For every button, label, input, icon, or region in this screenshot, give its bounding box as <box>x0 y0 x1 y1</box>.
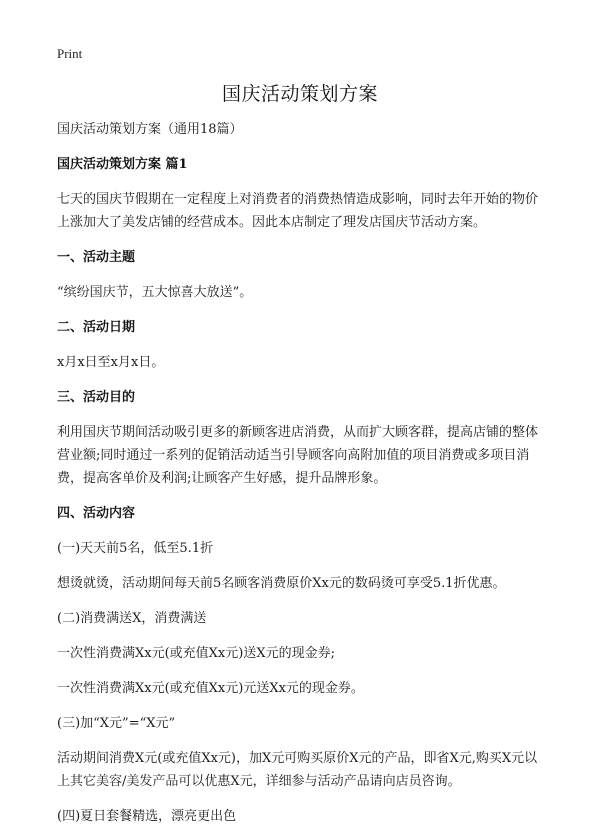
body-paragraph: 国庆活动策划方案（通用18篇） <box>57 122 243 137</box>
section-heading: 三、活动目的 <box>57 390 136 405</box>
body-paragraph: “缤纷国庆节，五大惊喜大放送”。 <box>57 285 253 300</box>
body-paragraph: 活动期间消费X元(或充值Xx元)，加X元可购买原价X元的产品，即省X元,购买X元以上其它美容/美发产品可以优惠X元，详细参与活动产品请向店员咨询。 <box>57 751 538 789</box>
section-heading: 二、活动日期 <box>57 320 136 335</box>
section-heading: 一、活动主题 <box>57 250 136 265</box>
print-label: Print <box>57 46 83 61</box>
body-paragraph: (二)消费满送X，消费满送 <box>57 611 207 626</box>
document-title: 国庆活动策划方案 <box>221 83 378 105</box>
body-paragraph: (四)夏日套餐精选，漂亮更出色 <box>57 809 237 824</box>
section-heading: 国庆活动策划方案 篇1 <box>57 157 188 172</box>
body-paragraph: 一次性消费满Xx元(或充值Xx元)元送Xx元的现金券。 <box>57 681 364 696</box>
body-paragraph: 利用国庆节期间活动吸引更多的新顾客进店消费，从而扩大顾客群，提高店铺的整体营业额;同时通过一系列的促销活动适当引导顾客向高附加值的项目消费或多项目消费，提高客单价及利润;让顾客产生好感，提升品牌形象。 <box>57 425 539 486</box>
section-heading: 四、活动内容 <box>57 506 136 521</box>
body-paragraph: 想烫就烫，活动期间每天前5名顾客消费原价Xx元的数码烫可享受5.1折优惠。 <box>57 576 506 591</box>
body-paragraph: (一)天天前5名，低至5.1折 <box>57 541 214 556</box>
document-body <box>57 118 547 840</box>
body-paragraph: x月x日至x月x日。 <box>57 355 165 370</box>
body-paragraph: (三)加“X元”=“X元” <box>57 716 176 731</box>
body-paragraph: 七天的国庆节假期在一定程度上对消费者的消费热情造成影响，同时去年开始的物价上涨加大了美发店铺的经营成本。因此本店制定了理发店国庆节活动方案。 <box>57 192 539 230</box>
body-paragraph: 一次性消费满Xx元(或充值Xx元)送X元的现金券; <box>57 646 335 661</box>
